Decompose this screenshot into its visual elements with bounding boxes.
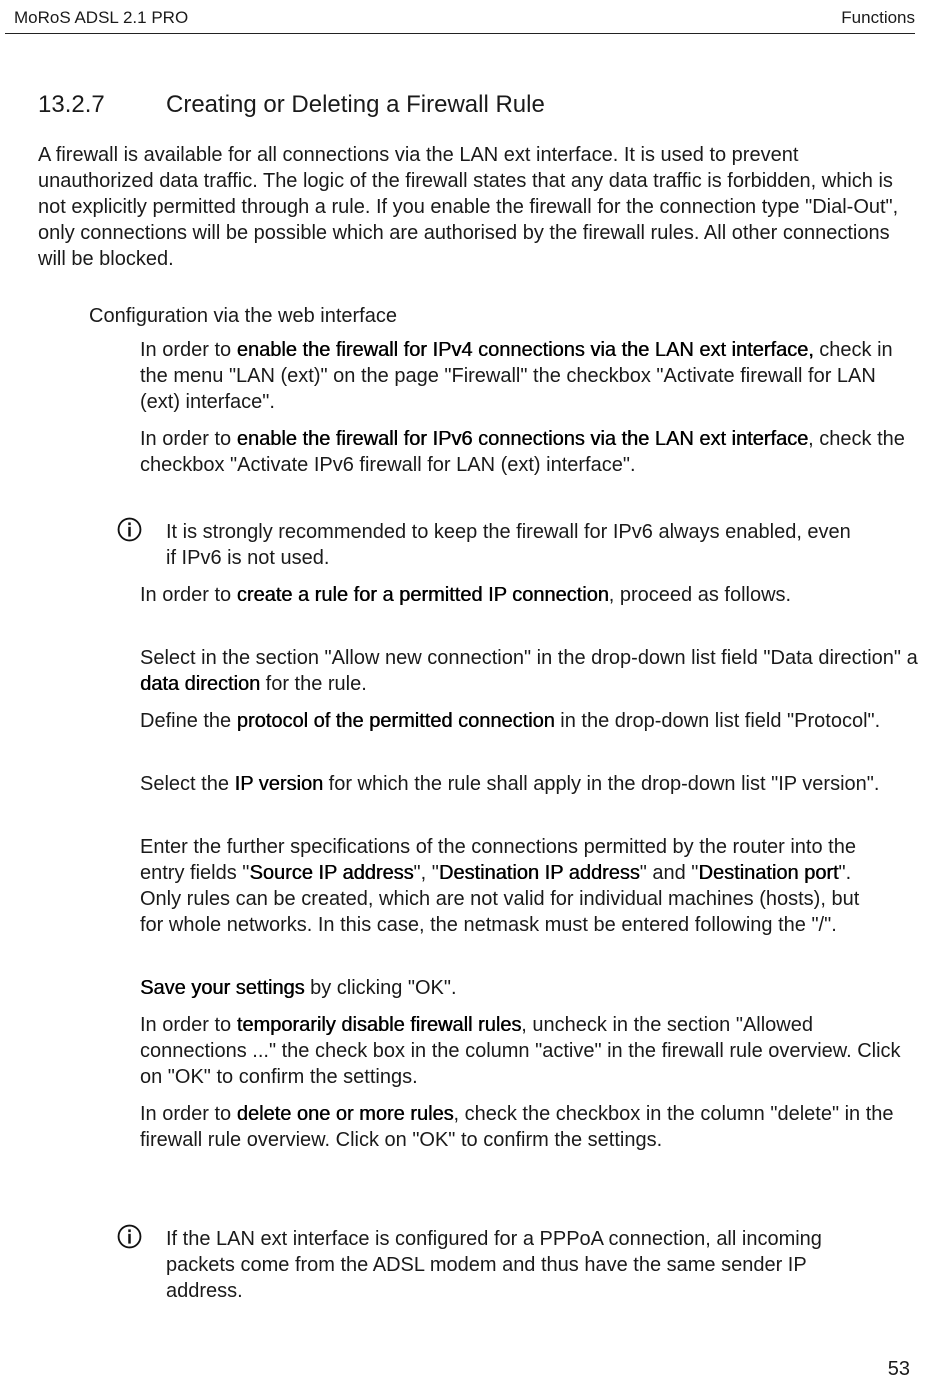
- info-icon: [117, 517, 142, 542]
- emphasis-text: Destination port: [698, 862, 839, 884]
- emphasis-text: protocol of the permitted connection: [236, 710, 555, 732]
- header-product-name: MoRoS ADSL 2.1 PRO: [14, 8, 189, 27]
- page-header: [5, 0, 915, 34]
- emphasis-text: Save your settings: [140, 977, 305, 999]
- section-title: Creating or Deleting a Firewall Rule: [166, 91, 545, 118]
- emphasis-text: temporarily disable firewall rules: [236, 1014, 522, 1036]
- emphasis-text: Source IP address: [249, 862, 414, 884]
- emphasis-text: IP version: [234, 773, 324, 795]
- subheading-web-interface: Configuration via the web interface: [89, 305, 397, 327]
- emphasis-text: Destination IP address: [438, 862, 640, 884]
- paragraph-disable-rules: In order to temporarily disable firewall rules, uncheck in the section "Allowed connections ..." the check box in the column "active" in the firewall rule overview. Click on "OK" to confirm the settings.: [140, 1014, 901, 1088]
- paragraph-enable-ipv6-firewall: In order to enable the firewall for IPv6 connections via the LAN ext interface, check the checkbox "Activate IPv6 firewall for LAN (ext) interface".: [140, 428, 905, 476]
- paragraph-ip-version: Select the IP version for which the rule shall apply in the drop-down list "IP version".: [140, 773, 880, 795]
- section-heading: [38, 91, 545, 119]
- paragraph-delete-rules: In order to delete one or more rules, check the checkbox in the column "delete" in the firewall rule overview. Click on "OK" to confirm the settings.: [140, 1103, 894, 1151]
- note-ipv6-recommendation: It is strongly recommended to keep the firewall for IPv6 always enabled, even if IPv6 is not used.: [166, 521, 851, 569]
- paragraph-create-rule: In order to create a rule for a permitted IP connection, proceed as follows.: [140, 584, 792, 606]
- paragraph-save-settings: Save your settings by clicking "OK".: [140, 977, 457, 999]
- emphasis-text: create a rule for a permitted IP connection: [236, 584, 609, 606]
- paragraph-data-direction: Select in the section "Allow new connection" in the drop-down list field "Data direction" a data direction for the rule.: [140, 647, 918, 695]
- intro-paragraph: A firewall is available for all connections via the LAN ext interface. It is used to prevent unauthorized data traffic. The logic of the firewall states that any data traffic is forbidden, which is not explicitly permitted through a rule. If you enable the firewall for the connection type "Dial-Out", only connections will be possible which are authorised by the firewall rules. All other connections will be blocked.: [38, 144, 899, 270]
- page-number: 53: [887, 1358, 910, 1380]
- emphasis-text: enable the firewall for IPv6 connections via the LAN ext interface: [236, 428, 809, 450]
- note-pppoa-connection: If the LAN ext interface is configured for a PPPoA connection, all incoming packets come from the ADSL modem and thus have the same sender IP address.: [166, 1228, 822, 1302]
- emphasis-text: enable the firewall for IPv4 connections via the LAN ext interface,: [236, 339, 814, 361]
- paragraph-connection-specifications: Enter the further specifications of the connections permitted by the router into the entry fields "Source IP address", "Destination IP address" and "Destination port". Only rules can be created, which are not valid for individual machines (hosts), but for whole networks. In this case, the netmask must be entered following the "/".: [140, 836, 860, 936]
- section-number: 13.2.7: [38, 91, 105, 118]
- paragraph-enable-ipv4-firewall: In order to enable the firewall for IPv4 connections via the LAN ext interface, check in the menu "LAN (ext)" on the page "Firewall" the checkbox "Activate firewall for LAN (ext) interface".: [140, 339, 893, 413]
- paragraph-protocol: Define the protocol of the permitted connection in the drop-down list field "Protocol".: [140, 710, 881, 732]
- header-chapter-name: Functions: [841, 8, 915, 27]
- emphasis-text: delete one or more rules: [236, 1103, 454, 1125]
- emphasis-text: data direction: [140, 673, 261, 695]
- info-icon: [117, 1224, 142, 1249]
